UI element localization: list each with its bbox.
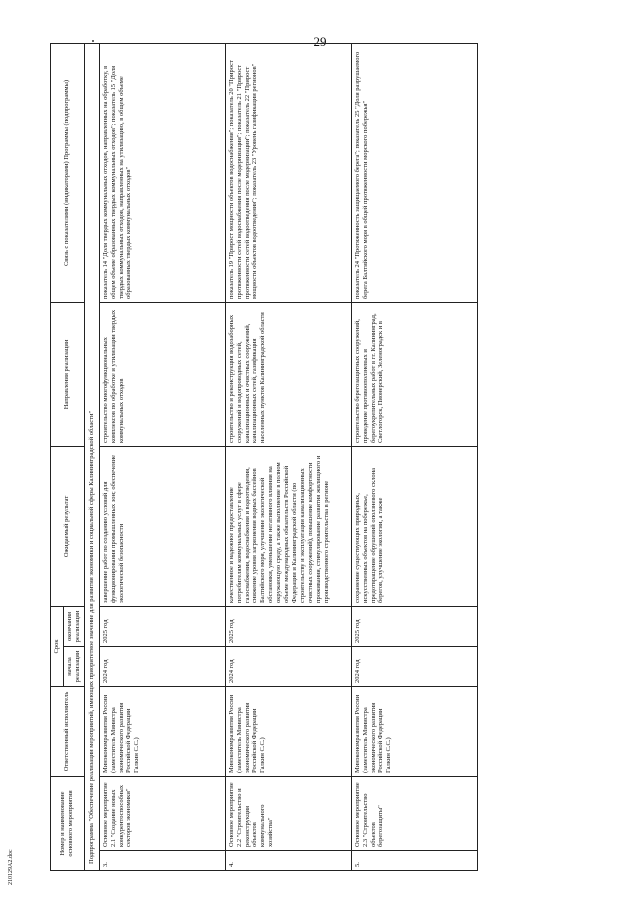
- header-direction: Направления реализации: [51, 302, 85, 446]
- header-result: Ожидаемый результат: [51, 446, 85, 606]
- measure-end: 2025 год: [225, 606, 351, 646]
- measure-end: 2025 год: [351, 606, 477, 646]
- measure-start: 2024 год: [225, 646, 351, 686]
- measure-result: завершение работ по созданию условий для функционирования промышленных зон; обеспечение экологической безопасности: [99, 446, 225, 606]
- measure-name: Основное мероприятие 2.2 "Строительство и реконструкция объектов коммунального хозяйства": [225, 776, 351, 850]
- measure-direction: строительство многофункциональных комплексов по обработке и утилизации твердых коммунальных отходов: [99, 302, 225, 446]
- measure-executor: Минэкономразвития России (заместитель Министра экономического развития Российской Федерации Галкин С.С.): [99, 686, 225, 776]
- table-row: [99, 44, 225, 871]
- measure-result: сохранение существующих природных, искусственных объектов на побережье, предотвращение обрушений оползневого склона берегов, улучшение экологии, а также: [351, 446, 477, 606]
- measure-direction: строительство берегозащитных сооружений, проведение противооползневых и берегоукрепительных работ в гг. Калининград, Светлогорск, Пионерский, Зеленоградск и в: [351, 302, 477, 446]
- rotated-table-container: [50, 43, 562, 871]
- measure-direction: строительство и реконструкция водозаборных сооружений и водопроводных сетей, канализационных и очистных сооружений, канализационных сетей, газификация населенных пунктов Калининградской области: [225, 302, 351, 446]
- row-number: 5.: [351, 851, 477, 871]
- measure-end: 2025 год: [99, 606, 225, 646]
- measure-link: показатель 19 "Прирост мощности объектов водоснабжения"; показатель 20 "Прирост протяженности сетей водоснабжения после модернизации"; показатель 21 "Прирост протяженности сетей водоотведения после модернизации"; показатель 22 "Прирост мощности объектов водоотведения"; показатель 23 "Уровень газификации регионов": [225, 44, 351, 303]
- header-start: начала реализации: [63, 646, 84, 686]
- stray-mark: [92, 40, 94, 42]
- header-num-name: Номер и наименование основного мероприятия: [51, 776, 85, 870]
- measure-start: 2024 год: [351, 646, 477, 686]
- subprogram-title: Подпрограмма "Обеспечение реализации мероприятий, имеющих приоритетное значение для развития экономики и социальной сферы Калининградской области": [84, 44, 99, 871]
- row-number: 3.: [99, 851, 225, 871]
- page-number: 29: [313, 34, 327, 49]
- document-code: 210129A2.doc: [8, 849, 14, 885]
- measure-link: показатель 24 "Протяженность защищаемого берега"; показатель 25 "Доля разрушаемого берега Балтийского моря в общей протяженности морского побережья": [351, 44, 477, 303]
- measure-executor: Минэкономразвития России (заместитель Министра экономического развития Российской Федерации Галкин С.С.): [225, 686, 351, 776]
- measure-name: Основное мероприятие 2.1 "Создание новых конкурентоспособных секторов экономики": [99, 776, 225, 850]
- row-number: 4.: [225, 851, 351, 871]
- measure-start: 2024 год: [99, 646, 225, 686]
- measure-link: показатель 14 "Доля твердых коммунальных отходов, направленных на обработку, в общем объеме образованных твердых коммунальных отходов"; показатель 15 "Доля твердых коммунальных отходов, направленных на утилизацию, в общем объеме образованных твердых коммунальных отходов": [99, 44, 225, 303]
- header-end: окончания реализации: [63, 606, 84, 646]
- program-measures-table: [50, 43, 478, 871]
- table-row: [351, 44, 477, 871]
- measure-result: качественное и надежное предоставление потребителям коммунальных услуг в сфере газоснабжения, водоснабжения и водоотведения, снижение уровня загрязнения водных бассейнов Балтийского моря, улучшение экологической обстановки, уменьшение негативного влияния на окружающую среду, а также выполнение в полном объеме международных обязательств Российской Федерации и Калининградской области (по строительству и эксплуатации канализационных очистных сооружений), повышение комфортности проживания, стимулирование развития жилищного и производственного строительства в регионе: [225, 446, 351, 606]
- measure-executor: Минэкономразвития России (заместитель Министра экономического развития Российской Федерации Галкин С.С.): [351, 686, 477, 776]
- measure-name: Основное мероприятие 2.3 "Строительство объектов берегозащиты": [351, 776, 477, 850]
- table-row: [225, 44, 351, 871]
- header-executor: Ответственный исполнитель: [51, 686, 85, 776]
- header-term: Срок: [51, 606, 64, 686]
- header-link: Связь с показателями (индикаторами) Программы (подпрограммы): [51, 44, 85, 303]
